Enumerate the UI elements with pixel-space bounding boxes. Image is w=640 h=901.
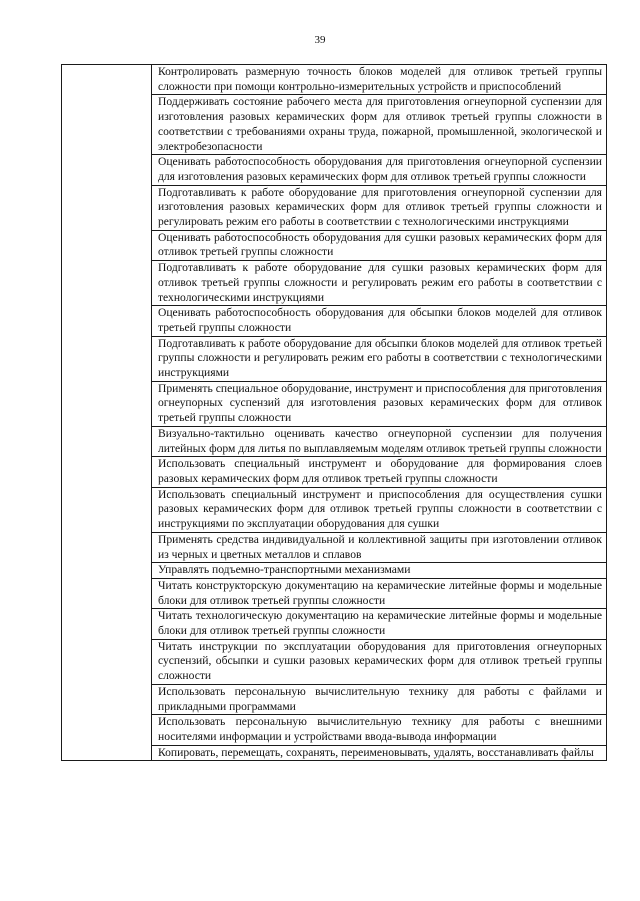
skill-text: Использовать специальный инструмент и оборудование для формирования слоев разовых керамических форм для отливок третьей группы сложности <box>157 457 602 485</box>
skill-text: Оценивать работоспособность оборудования для обсыпки блоков моделей для отливок третьей группы сложности <box>157 306 602 334</box>
skill-cell <box>151 95 606 155</box>
skill-text: Применять средства индивидуальной и коллективной защиты при изготовлении отливок из черных и цветных металлов и сплавов <box>157 532 602 561</box>
skill-cell <box>151 426 606 456</box>
skill-cell <box>151 639 606 684</box>
skill-cell <box>151 65 606 95</box>
skill-text: Использовать персональную вычислительную технику для работы с файлами и прикладными программами <box>157 684 602 713</box>
skill-text: Оценивать работоспособность оборудования для сушки разовых керамических форм для отливок третьей группы сложности <box>157 230 602 259</box>
skill-text: Контролировать размерную точность блоков моделей для отливок третьей группы сложности при помощи контрольно-измерительных устройств и приспособлений <box>157 65 602 93</box>
table-row <box>62 65 607 95</box>
skill-cell <box>151 487 606 532</box>
skill-text: Копировать, перемещать, сохранять, переименовывать, удалять, восстанавливать файлы <box>157 745 594 759</box>
skill-text: Поддерживать состояние рабочего места для приготовления огнеупорной суспензии для изготовления разовых керамических форм для отливок третьей группы сложности в соответствии с требованиями охраны труда, пожарной, промышленной, экологической и электробезопасности <box>157 95 602 153</box>
skill-text: Подготавливать к работе оборудование для приготовления огнеупорной суспензии для изготовления разовых керамических форм для отливок третьей группы сложности и регулировать режим его работы в соответствии с технологическими инструкциями <box>157 185 602 229</box>
skills-table <box>61 64 607 761</box>
skill-cell <box>151 155 606 185</box>
skill-cell <box>151 563 606 579</box>
skill-cell <box>151 745 606 761</box>
page-number: 39 <box>314 34 326 46</box>
skill-cell <box>151 306 606 336</box>
skill-text: Читать конструкторскую документацию на керамические литейные формы и модельные блоки для отливок третьей группы сложности <box>157 578 602 607</box>
skill-cell <box>151 261 606 306</box>
skill-text: Применять специальное оборудование, инструмент и приспособления для приготовления огнеупорных суспензий для изготовления разовых керамических форм для отливок третьей группы сложности <box>157 381 602 425</box>
skill-cell <box>151 336 606 381</box>
skill-text: Использовать специальный инструмент и приспособления для осуществления сушки разовых керамических форм для отливок третьей группы сложности в соответствии с инструкциями по эксплуатации оборудования для сушки <box>157 487 602 531</box>
skill-text: Читать технологическую документацию на керамические литейные формы и модельные блоки для отливок третьей группы сложности <box>157 609 602 638</box>
skill-text: Управлять подъемно-транспортными механизмами <box>157 563 411 577</box>
skill-text: Читать инструкции по эксплуатации оборудования для приготовления огнеупорных суспензий, обсыпки и сушки разовых керамических форм для отливок третьей группы сложности <box>157 639 602 683</box>
skill-text: Использовать персональную вычислительную технику для работы с внешними носителями информации и устройствами ввода-вывода информации <box>157 715 602 743</box>
skill-cell <box>151 532 606 562</box>
skill-cell <box>151 230 606 260</box>
skill-text: Подготавливать к работе оборудование для сушки разовых керамических форм для отливок третьей группы сложности и регулировать режим его работы в соответствии с технологическими инструкциями <box>157 261 602 304</box>
skill-cell <box>151 185 606 230</box>
left-column-cell <box>62 65 152 761</box>
skill-cell <box>151 381 606 426</box>
skill-cell <box>151 578 606 608</box>
skill-cell <box>151 684 606 714</box>
skill-cell <box>151 457 606 487</box>
skill-text: Визуально-тактильно оценивать качество огнеупорной суспензии для получения литейных форм для литья по выплавляемым моделям отливок третьей группы сложности <box>157 426 602 455</box>
skill-cell <box>151 609 606 639</box>
skill-text: Оценивать работоспособность оборудования для приготовления огнеупорной суспензии для изготовления разовых керамических форм для отливок третьей группы сложности <box>157 155 602 183</box>
skill-cell <box>151 715 606 745</box>
skill-text: Подготавливать к работе оборудование для обсыпки блоков моделей для отливок третьей группы сложности и регулировать режим его работы в соответствии с технологическими инструкциями <box>157 336 602 380</box>
